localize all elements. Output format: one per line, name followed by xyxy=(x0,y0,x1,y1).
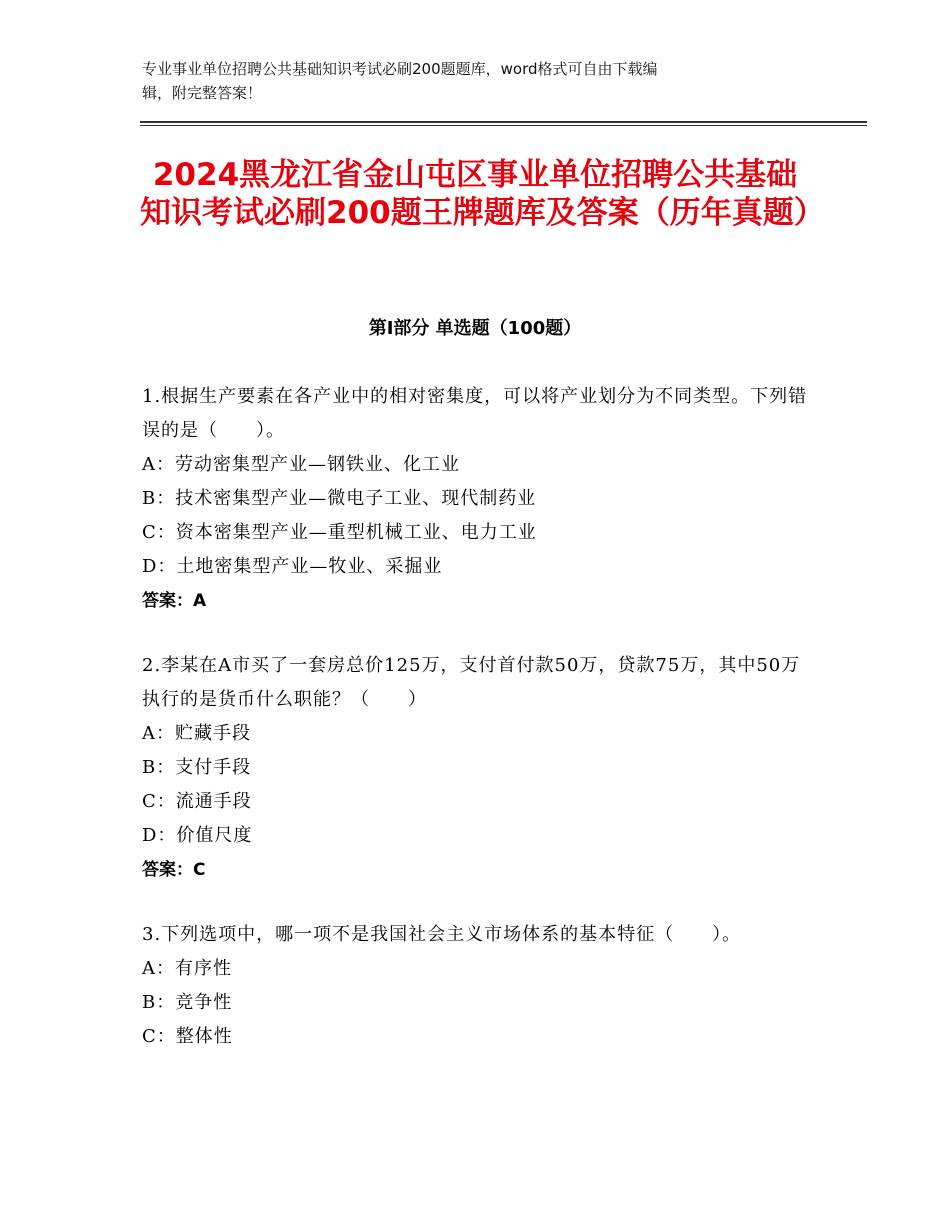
option-a: A：有序性 xyxy=(142,958,232,979)
header-line-1: 专业事业单位招聘公共基础知识考试必刷200题题库，word格式可自由下载编 xyxy=(142,60,658,78)
section-heading: 第Ⅰ部分 单选题（100题） xyxy=(368,318,582,339)
header-rule-thick xyxy=(140,121,867,123)
option-d: D：土地密集型产业—牧业、采掘业 xyxy=(142,556,443,577)
option-b: B：竞争性 xyxy=(142,992,233,1013)
header-line-2: 辑，附完整答案！ xyxy=(142,84,263,102)
question-3 xyxy=(142,918,812,1054)
answer: 答案：A xyxy=(142,591,207,611)
question-2 xyxy=(142,649,812,887)
page-header xyxy=(142,57,792,105)
option-b: B：支付手段 xyxy=(142,757,252,778)
option-c: C：资本密集型产业—重型机械工业、电力工业 xyxy=(142,522,537,543)
question-stem: 1.根据生产要素在各产业中的相对密集度，可以将产业划分为不同类型。下列错误的是（ ）。 xyxy=(142,386,808,441)
question-list xyxy=(142,380,812,1085)
option-a: A：劳动密集型产业—钢铁业、化工业 xyxy=(142,454,460,475)
option-b: B：技术密集型产业—微电子工业、现代制药业 xyxy=(142,488,537,509)
question-1 xyxy=(142,380,812,618)
header-rule-thin xyxy=(140,125,867,126)
option-a: A：贮藏手段 xyxy=(142,723,251,744)
question-stem: 3.下列选项中，哪一项不是我国社会主义市场体系的基本特征（ ）。 xyxy=(142,924,742,945)
option-d: D：价值尺度 xyxy=(142,825,253,846)
option-c: C：整体性 xyxy=(142,1026,233,1047)
answer: 答案：C xyxy=(142,860,206,880)
question-stem: 2.李某在A市买了一套房总价125万，支付首付款50万，贷款75万，其中50万执行的是货币什么职能？（ ） xyxy=(142,655,801,710)
option-c: C：流通手段 xyxy=(142,791,252,812)
document-title: 2024黑龙江省金山屯区事业单位招聘公共基础知识考试必刷200题王牌题库及答案（历年真题） xyxy=(140,157,825,231)
